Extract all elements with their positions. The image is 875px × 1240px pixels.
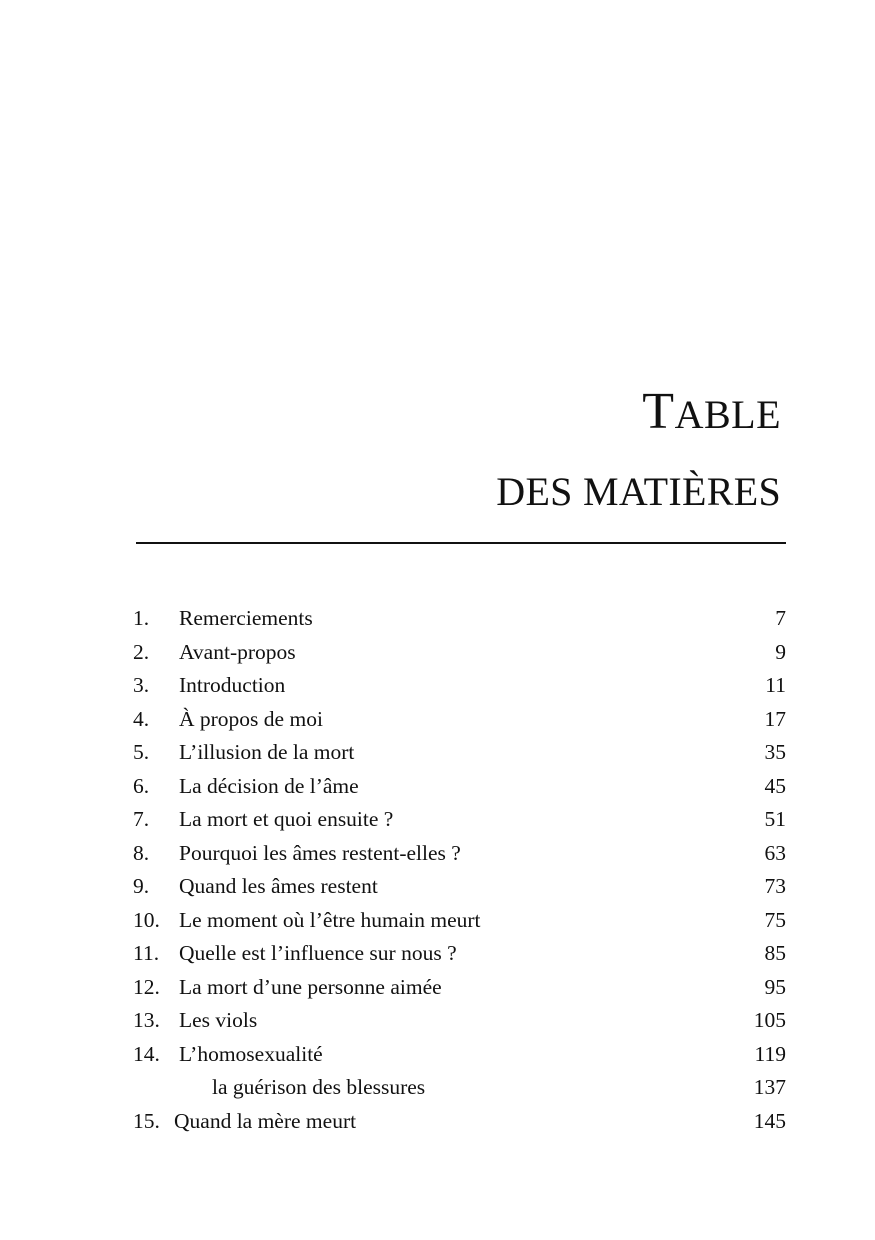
entry-page: 85 (764, 941, 786, 965)
toc-entry (133, 1004, 786, 1038)
entry-title: Le moment où l’être humain meurt (179, 907, 481, 932)
toc-entry (133, 837, 786, 871)
entry-title: À propos de moi (179, 706, 323, 731)
title-line-1 (642, 382, 781, 445)
toc-entry (133, 971, 786, 1005)
entry-title: Les viols (179, 1008, 258, 1032)
toc-subentry (133, 1071, 786, 1105)
entry-number: 13. (133, 1008, 160, 1032)
toc-entry (133, 736, 786, 770)
entry-title: L’illusion de la mort (179, 740, 355, 764)
entry-title: Quand les âmes restent (179, 874, 378, 898)
entry-number: 1. (133, 606, 150, 630)
entry-page: 35 (764, 740, 786, 764)
toc-entry (133, 870, 786, 904)
entry-number: 14. (133, 1041, 160, 1066)
entry-page: 17 (764, 706, 786, 731)
toc-entry (133, 669, 786, 703)
entry-number: 15. (133, 1108, 160, 1133)
entry-number: 8. (133, 840, 150, 865)
entry-title: Avant-propos (179, 639, 296, 664)
entry-page: 119 (754, 1041, 786, 1066)
toc-entry (133, 803, 786, 837)
entry-number: 3. (133, 673, 150, 697)
entry-number: 12. (133, 974, 160, 999)
entry-number: 9. (133, 874, 150, 898)
entry-title: Pourquoi les âmes restent-elles ? (179, 840, 461, 865)
entry-page: 45 (764, 773, 786, 798)
entry-page: 75 (764, 907, 786, 932)
entry-page: 137 (753, 1075, 786, 1099)
entry-page: 9 (775, 639, 786, 664)
entry-title: L’homosexualité (179, 1041, 323, 1066)
toc-entry (133, 937, 786, 971)
entry-title: La décision de l’âme (179, 773, 359, 798)
title-rest: ABLE (674, 392, 781, 437)
toc-entry (133, 602, 786, 636)
title-divider (136, 542, 786, 544)
entry-page: 51 (764, 807, 786, 831)
entry-number: 5. (133, 740, 150, 764)
entry-title: La mort et quoi ensuite ? (179, 807, 394, 831)
entry-page: 73 (764, 874, 786, 898)
entry-page: 63 (764, 840, 786, 865)
toc-entry (133, 904, 786, 938)
entry-number: 2. (133, 639, 150, 664)
entry-title: Quand la mère meurt (174, 1108, 357, 1133)
toc-entry (133, 636, 786, 670)
entry-title: La mort d’une personne aimée (179, 974, 442, 999)
entry-number: 6. (133, 773, 150, 798)
entry-title: Quelle est l’influence sur nous ? (179, 941, 457, 965)
title-line-2: DES MATIÈRES (496, 469, 781, 514)
entry-number: 7. (133, 807, 150, 831)
entry-page: 145 (753, 1108, 786, 1133)
entry-page: 95 (764, 974, 786, 999)
toc-entry (133, 770, 786, 804)
toc-entry (133, 1038, 786, 1072)
entry-title: Introduction (179, 673, 286, 697)
toc-entry (133, 703, 786, 737)
entry-number: 10. (133, 907, 160, 932)
entry-page: 11 (765, 673, 786, 697)
entry-page: 105 (753, 1008, 786, 1032)
toc-entry (133, 1105, 786, 1139)
entry-title: la guérison des blessures (212, 1075, 426, 1099)
title-initial: T (642, 383, 675, 440)
table-of-contents (133, 602, 786, 1138)
entry-title: Remerciements (179, 606, 313, 630)
entry-number: 4. (133, 706, 150, 731)
entry-page: 7 (775, 606, 786, 630)
entry-number: 11. (133, 941, 160, 965)
